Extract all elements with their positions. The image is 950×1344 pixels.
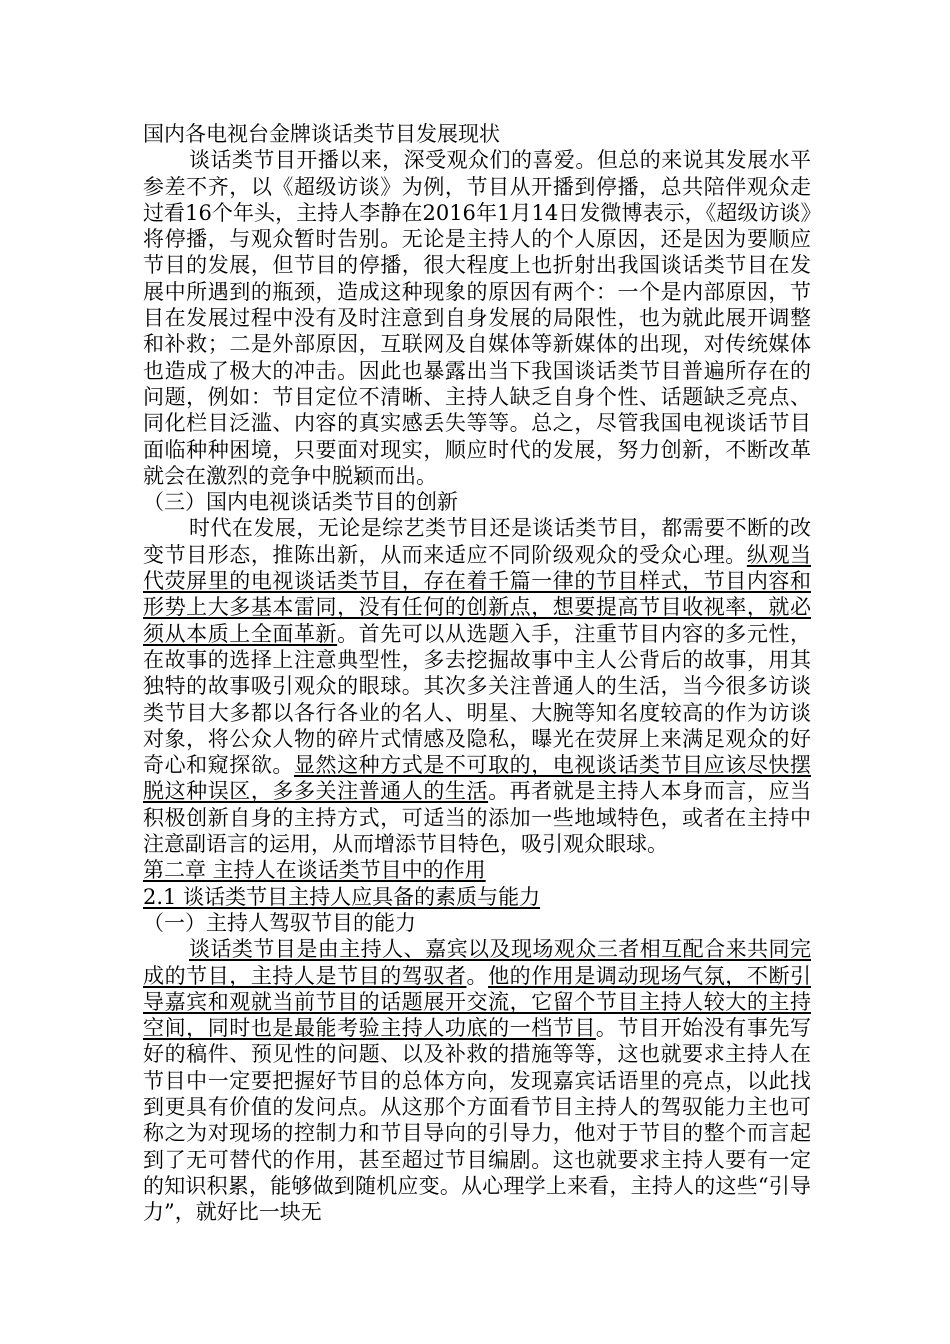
underlined-text-run: 纵观当代荧屏里的电视谈话类节目，存在着千篇一律的节目样式，节目内容和形势上大多基本雷同，没有任何的创新点，想要提高节目收视率，就必须从本质上全面革新: [143, 542, 812, 646]
paragraph-host-ability: [143, 936, 811, 1225]
text-run: 时代在发展，无论是综艺类节目还是谈话类节目，都需要不断的改变节目形态，推陈出新，从而来适应不同阶级观众的受众心理。: [143, 516, 811, 567]
text-run: 。再者就是主持人本身而言，应当积极创新自身的主持方式，可适当的添加一些地域特色，或者在主持中注意副语言的运用，从而增添节目特色，吸引观众眼球。: [143, 779, 812, 857]
paragraph-development-status: 谈话类节目开播以来，深受观众们的喜爱。但总的来说其发展水平参差不齐，以《超级访谈》为例，节目从开播到停播，总共陪伴观众走过看16个年头，主持人李静在2016年1月14日发微博表示，《超级访谈》将停播，与观众暂时告别。无论是主持人的个人原因，还是因为要顺应节目的发展，但节目的停播，很大程度上也折射出我国谈话类节目在发展中所遇到的瓶颈，造成这种现象的原因有两个：一个是内部原因，节目在发展过程中没有及时注意到自身发展的局限性，也为就此展开调整和补救；二是外部原因，互联网及自媒体等新媒体的出现，对传统媒体也造成了极大的冲击。因此也暴露出当下我国谈话类节目普遍所存在的问题，例如：节目定位不清晰、主持人缺乏自身个性、话题缺乏亮点、同化栏目泛滥、内容的真实感丢失等等。总之，尽管我国电视谈话节目面临种种困境，只要面对现实，顺应时代的发展，努力创新，不断改革就会在激烈的竞争中脱颖而出。: [143, 148, 811, 488]
subheading-host-ability: （一）主持人驾驭节目的能力: [143, 910, 416, 935]
text-run: 。: [466, 963, 489, 988]
document-body: [143, 121, 811, 1225]
text-run: 。节目开始没有事先写好的稿件、预见性的问题、以及补救的措施等等，这也就要求主持人在节目中一定要把握好节目的总体方向，发现嘉宾话语里的亮点，以此找到更具有价值的发问点。从这那个方面看节目主持人的驾驭能力主也可称之为对现场的控制力和节目导向的引导力，他对于节目的整个而言起到了无可替代的作用，甚至超过节目编剧。这也就要求主持人要有一定的知识积累，能够做到随机应变。从心理学上来看，主持人的这些“引导力”，就好比一块无: [143, 1016, 812, 1225]
section-2-1-title: 2.1 谈话类节目主持人应具备的素质与能力: [143, 884, 541, 909]
underlined-text-run: 他的作用是调动现场气氛，不断引导嘉宾和观就当前节目的话题展开交流，它留个节目主持人较大的主持空间，同时也是最能考验主持人功底的一档节目: [143, 963, 812, 1041]
chapter-title: 第二章 主持人在谈话类节目中的作用: [143, 858, 486, 883]
underlined-text-run: 显然这种方式是不可取的，电视谈话类节目应该尽快摆脱这种误区，多多关注普通人的生活: [143, 753, 811, 804]
underlined-text-run: 谈话类节目是由主持人、嘉宾以及现场观众三者相互配合来共同完成的节目，主持人是节目的驾驭者: [143, 937, 811, 988]
subheading-innovation: （三）国内电视谈话类节目的创新: [143, 490, 458, 515]
paragraph-innovation: [143, 515, 811, 857]
section-title: 国内各电视台金牌谈话类节目发展现状: [143, 122, 500, 146]
text-run: 。首先可以从选题入手，注重节目内容的多元性，在故事的选择上注意典型性，多去挖掘故事中主人公背后的故事，用其独特的故事吸引观众的眼球。其次多关注普通人的生活，当今很多访谈类节目大多都以各行各业的名人、明星、大腕等知名度较高的作为访谈对象，将公众人物的碎片式情感及隐私，曝光在荧屏上来满足观众的好奇心和窥探欲。: [143, 621, 812, 778]
